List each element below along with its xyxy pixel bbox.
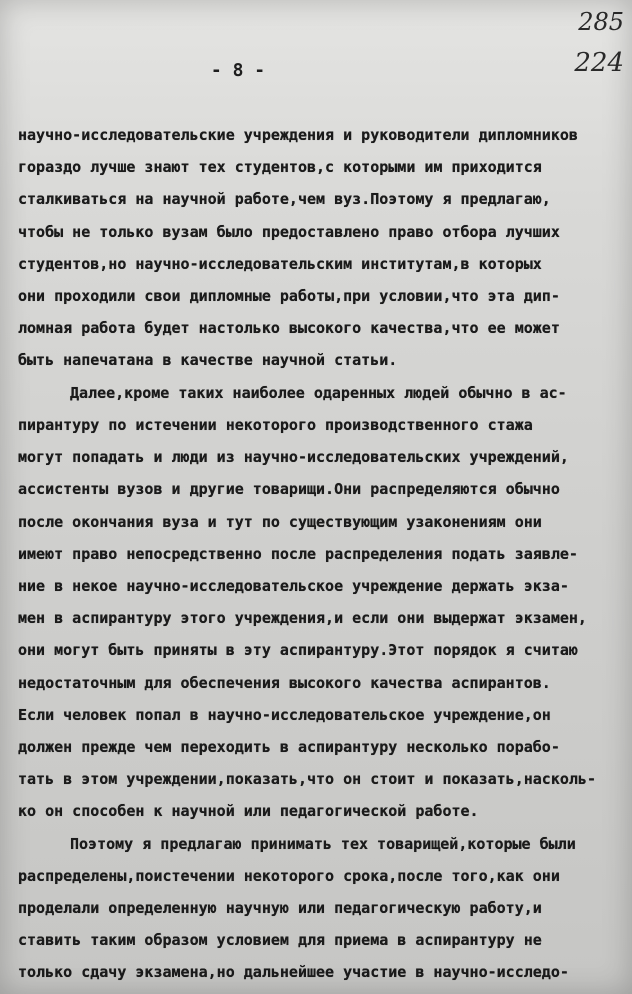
text-line: проделали определенную научную или педагогическую работу,и xyxy=(18,899,542,917)
text-line: распределены,поистечении некоторого срока,после того,как они xyxy=(18,867,560,885)
text-line: ние в некое научно-исследовательское учреждение держать экза- xyxy=(18,577,569,595)
text-line: имеют право непосредственно после распределения подать заявле- xyxy=(18,545,578,563)
text-line: тать в этом учреждении,показать,что он стоит и показать,насколь- xyxy=(18,770,596,788)
archive-number-bottom: 224 xyxy=(574,48,624,78)
text-line: могут попадать и люди из научно-исследовательских учреждений, xyxy=(18,448,569,466)
body-text xyxy=(0,126,632,986)
text-line: ломная работа будет настолько высокого качества,что ее может xyxy=(18,319,560,337)
archive-number-top: 285 xyxy=(578,8,624,36)
text-line: пирантуру по истечении некоторого производственного стажа xyxy=(18,416,533,434)
archive-page-numbers xyxy=(554,6,624,86)
text-line: ассистенты вузов и другие товарищи.Они распределяются обычно xyxy=(18,480,560,498)
text-line: ставить таким образом условием для приема в аспирантуру не xyxy=(18,931,542,949)
text-line: после окончания вуза и тут по существующим узаконениям они xyxy=(18,513,542,531)
text-line: чтобы не только вузам было предоставлено право отбора лучших xyxy=(18,223,560,241)
text-line: гораздо лучше знают тех студентов,с которыми им приходится xyxy=(18,158,542,176)
page-number: - 8 - xyxy=(210,60,266,81)
text-line: они могут быть приняты в эту аспирантуру.Этот порядок я считаю xyxy=(18,641,578,659)
text-line: научно-исследовательские учреждения и руководители дипломников xyxy=(18,126,578,144)
text-line: Далее,кроме таких наиболее одаренных людей обычно в ас- xyxy=(70,384,567,402)
text-line: ко он способен к научной или педагогической работе. xyxy=(18,802,479,820)
text-line: должен прежде чем переходить в аспирантуру несколько порабо- xyxy=(18,738,560,756)
text-line: студентов,но научно-исследовательским институтам,в которых xyxy=(18,255,542,273)
text-line: только сдачу экзамена,но дальнейшее участие в научно-исследо- xyxy=(18,963,569,981)
text-line: сталкиваться на научной работе,чем вуз.Поэтому я предлагаю, xyxy=(18,190,551,208)
text-line: мен в аспирантуру этого учреждения,и если они выдержат экзамен, xyxy=(18,609,587,627)
text-line: Поэтому я предлагаю принимать тех товарищей,которые были xyxy=(70,835,576,853)
text-line: быть напечатана в качестве научной статьи. xyxy=(18,351,398,369)
text-line: недостаточным для обеспечения высокого качества аспирантов. xyxy=(18,674,551,692)
text-line: Если человек попал в научно-исследовательское учреждение,он xyxy=(18,706,551,724)
text-line: они проходили свои дипломные работы,при условии,что эта дип- xyxy=(18,287,560,305)
